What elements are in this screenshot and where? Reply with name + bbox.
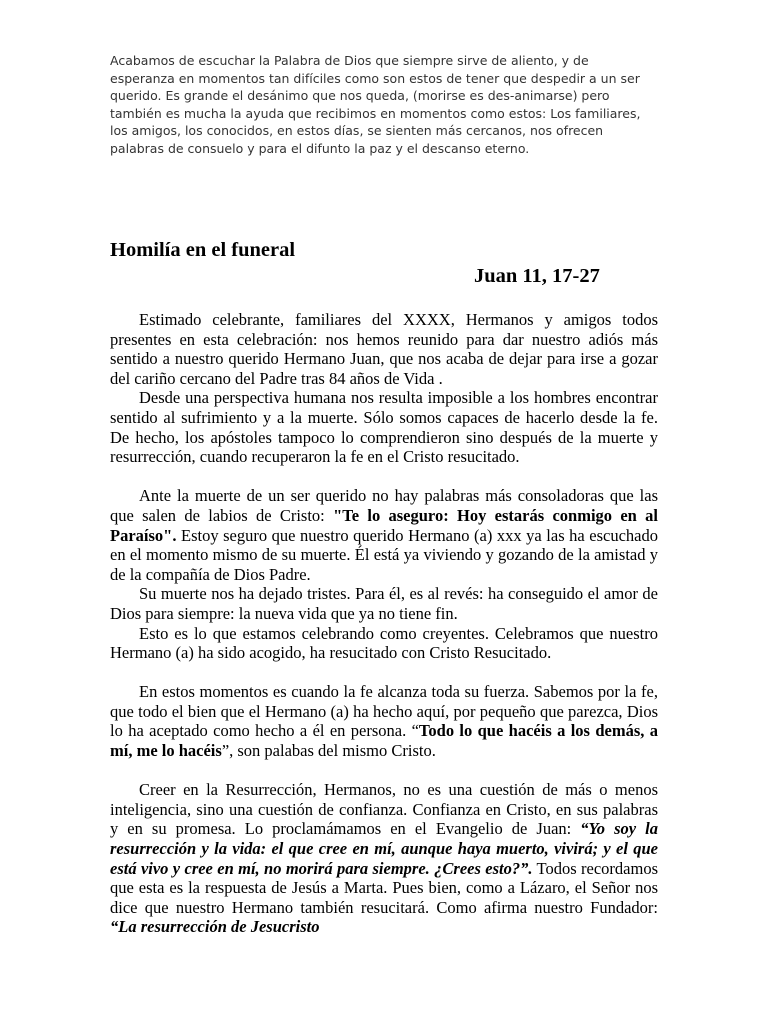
bible-quote: Todo lo que hacéis a los demás, a mí, me lo hacéis [110, 721, 658, 761]
homily-body [110, 310, 658, 937]
paragraph-perspective: Desde una perspectiva humana nos resulta imposible a los hombres encontrar sentido al sufrimiento y a la muerte. Sólo somos capaces de hacerlo desde la fe. De hecho, los apóstoles tampoco lo comprendieron sino después de la muerte y resurrección, cuando recuperaron la fe en el Cristo resucitado. [110, 388, 658, 467]
paragraph-greeting: Estimado celebrante, familiares del XXXX, Hermanos y amigos todos presentes en esta celebración: nos hemos reunido para dar nuestro adiós más sentido a nuestro querido Hermano Juan, que nos acaba de dejar para irse a gozar del cariño cercano del Padre tras 84 años de Vida . [110, 310, 658, 388]
paragraph-resurrection [110, 780, 658, 937]
paragraph-consolation [110, 486, 658, 584]
homily-title: Homilía en el funeral [110, 239, 296, 261]
paragraph-text: Todos recordamos que esta es la respuesta de Jesús a Marta. Pues bien, como a Lázaro, el Señor nos dice que nuestro Hermano también resucitará. Como afirma nuestro Fundador: [110, 858, 658, 917]
paragraph-text: Estoy seguro que nuestro querido Hermano (a) xxx ya las ha escuchado en el momento mismo de su muerte. Él está ya viviendo y gozando de la amistad y de la compañía de Dios Padre. [110, 525, 658, 584]
founder-quote: “La resurrección de Jesucristo [110, 917, 320, 937]
paragraph-text: ”, son palabas del mismo Cristo. [221, 741, 436, 761]
intro-paragraph: Acabamos de escuchar la Palabra de Dios que siempre sirve de aliento, y de esperanza en momentos tan difíciles como son estos de tener que despedir a un ser querido. Es grande el desánimo que nos queda, (morirse es des-animarse) pero también es mucha la ayuda que recibimos en momentos como estos: Los familiares, los amigos, los conocidos, en estos días, se sienten más cercanos, nos ofrecen palabras de consuelo y para el difunto la paz y el descanso eterno. [110, 53, 641, 156]
paragraph-celebration: Esto es lo que estamos celebrando como creyentes. Celebramos que nuestro Hermano (a) ha sido acogido, ha resucitado con Cristo Resucitado. [110, 623, 658, 663]
paragraph-sadness: Su muerte nos ha dejado tristes. Para él, es al revés: ha conseguido el amor de Dios para siempre: la nueva vida que ya no tiene fin. [110, 584, 658, 623]
bible-quote: "Te lo aseguro: Hoy estarás conmigo en al Paraíso". [110, 505, 658, 545]
paragraph-faith [110, 682, 658, 760]
paragraph-text: Creer en la Resurrección, Hermanos, no es una cuestión de más o menos inteligencia, sino una cuestión de confianza. Confianza en Cristo, en sus palabras y en su promesa. Lo proclamámamos en el Evangelio de Juan: [110, 780, 658, 839]
paragraph-text: Ante la muerte de un ser querido no hay palabras más consoladoras que las que salen de labios de Cristo: [110, 486, 658, 525]
gospel-reference: Juan 11, 17-27 [474, 265, 600, 287]
paragraph-text: En estos momentos es cuando la fe alcanza toda su fuerza. Sabemos por la fe, que todo el bien que el Hermano (a) ha hecho aquí, por pequeño que parezca, Dios lo ha aceptado como hecho a él en persona. “ [110, 682, 658, 741]
bible-quote: “Yo soy la resurrección y la vida: el que cree en mí, aunque haya muerto, vivirá; y el que está vivo y cree en mí, no morirá para siempre. ¿Crees esto?”. [110, 819, 658, 878]
